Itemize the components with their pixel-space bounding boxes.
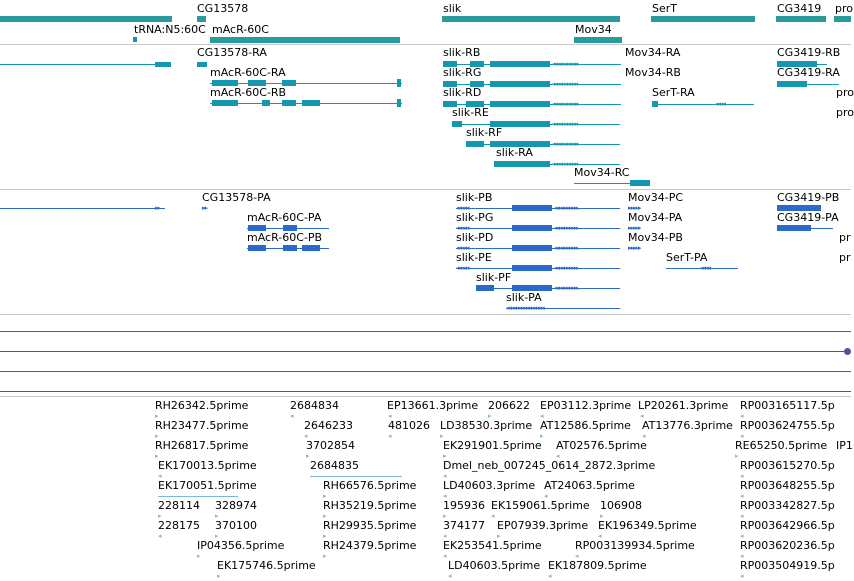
strand-arrows: ◂◂◂◂◂◂◂◂◂◂ — [552, 60, 578, 68]
est-label[interactable]: RH24379.5prime — [323, 539, 417, 552]
strand-arrows: ◂◂◂◂◂◂◂◂◂◂◂◂◂◂◂ — [506, 304, 544, 312]
est-label[interactable]: 3702854 — [306, 439, 355, 452]
protein-label[interactable]: CG3419-PB — [777, 191, 840, 204]
est-label[interactable]: RP003648255.5p — [740, 479, 835, 492]
est-arrow[interactable]: ▸ — [497, 532, 500, 540]
strand-arrows: ◂◂◂◂◂◂◂◂◂◂ — [552, 120, 578, 128]
est-label[interactable]: AT24063.5prime — [544, 479, 635, 492]
gene-bar[interactable] — [776, 16, 826, 22]
est-arrow[interactable]: ▸ — [600, 512, 603, 520]
protein-label[interactable]: CG3419-PA — [777, 211, 839, 224]
est-line — [158, 496, 238, 497]
transcript-label[interactable]: CG3419-RA — [777, 66, 840, 79]
est-label[interactable]: EP07939.3prime — [497, 519, 589, 532]
est-arrow[interactable]: ▸ — [443, 452, 446, 460]
strand-arrows: ◂◂◂◂◂◂◂◂◂ — [554, 264, 577, 272]
est-arrow[interactable]: ▸ — [540, 432, 543, 440]
transcript-label[interactable]: slik-RF — [466, 126, 503, 139]
est-arrow[interactable]: ◂ — [290, 412, 293, 420]
strand-arrows: ◂◂◂◂◂◂◂◂◂◂ — [552, 140, 578, 148]
est-label[interactable]: 481026 — [388, 419, 430, 432]
est-label[interactable]: 370100 — [215, 519, 257, 532]
est-label[interactable]: EK187809.5prime — [548, 559, 647, 572]
est-arrow[interactable]: ◂ — [544, 492, 547, 500]
transcript-exon[interactable] — [630, 180, 650, 186]
strand-arrows: ◂◂◂◂◂◂◂◂◂◂ — [552, 80, 578, 88]
protein-label[interactable]: slik-PD — [456, 231, 494, 244]
gene-bar[interactable] — [442, 16, 620, 22]
transcript-exon[interactable] — [282, 100, 296, 106]
transcript-label[interactable]: Mov34-RA — [625, 46, 681, 59]
protein-exon[interactable] — [512, 245, 552, 251]
est-arrow[interactable]: ◂ — [740, 532, 743, 540]
est-label[interactable]: LD38530.3prime — [440, 419, 533, 432]
est-label[interactable]: RH26817.5prime — [155, 439, 249, 452]
protein-label[interactable]: Mov34-PC — [628, 191, 684, 204]
est-label[interactable]: 374177 — [443, 519, 485, 532]
transcript-exon[interactable] — [490, 81, 550, 87]
transcript-label[interactable]: slik-RA — [496, 146, 533, 159]
est-arrow[interactable]: ◂ — [556, 452, 559, 460]
est-arrow[interactable]: ◂ — [388, 432, 391, 440]
est-label[interactable]: RH29935.5prime — [323, 519, 417, 532]
est-arrow[interactable]: ◂ — [740, 412, 743, 420]
variant-track — [0, 315, 851, 397]
est-label[interactable]: 328974 — [215, 499, 257, 512]
est-arrow[interactable]: ▸ — [323, 552, 326, 560]
gene-track — [0, 0, 851, 44]
gene-label[interactable]: SerT — [652, 2, 677, 15]
est-label[interactable]: EK175746.5prime — [217, 559, 316, 572]
gene-label[interactable]: mAcR-60C — [212, 23, 269, 36]
est-track — [0, 397, 851, 581]
est-arrow[interactable]: ◂ — [540, 412, 543, 420]
est-arrow[interactable]: ◂ — [443, 492, 446, 500]
transcript-label[interactable]: CG3419-RB — [777, 46, 841, 59]
est-arrow[interactable]: ▸ — [306, 452, 309, 460]
est-arrow[interactable]: ▸ — [488, 412, 491, 420]
est-label[interactable]: AT12586.5prime — [540, 419, 631, 432]
strand-arrows: ◂◂◂◂◂◂◂◂◂ — [554, 224, 577, 232]
est-label[interactable]: EK291901.5prime — [443, 439, 542, 452]
gene-bar[interactable] — [651, 16, 755, 22]
est-arrow[interactable]: ◂ — [740, 572, 743, 580]
est-label[interactable]: RE65250.5prime — [735, 439, 828, 452]
gene-label[interactable]: Mov34 — [575, 23, 612, 36]
est-label[interactable]: EK159061.5prime — [491, 499, 590, 512]
gene-label[interactable]: CG13578 — [197, 2, 249, 15]
protein-exon[interactable] — [512, 205, 552, 211]
protein-label[interactable]: slik-PG — [456, 211, 494, 224]
est-arrow[interactable]: ◂ — [304, 432, 307, 440]
est-label[interactable]: RP003504919.5p — [740, 559, 835, 572]
est-label[interactable]: LD40603.5prime — [448, 559, 541, 572]
est-arrow[interactable]: ◂ — [158, 532, 161, 540]
transcript-exon[interactable] — [302, 100, 320, 106]
protein-line — [0, 208, 165, 209]
strand-arrows: ▸▸ — [202, 204, 208, 212]
est-arrow[interactable]: ◂ — [740, 552, 743, 560]
est-arrow[interactable]: ▸ — [155, 432, 158, 440]
transcript-exon[interactable] — [777, 81, 807, 87]
est-arrow[interactable]: ▸ — [158, 512, 161, 520]
protein-exon[interactable] — [283, 245, 297, 251]
transcript-exon[interactable] — [197, 62, 207, 67]
est-label[interactable]: RH26342.5prime — [155, 399, 249, 412]
gene-bar[interactable] — [834, 16, 851, 22]
transcript-exon[interactable] — [212, 100, 238, 106]
strand-arrows: ◂◂◂◂◂◂◂◂◂ — [554, 284, 577, 292]
est-label[interactable]: RP003615270.5p — [740, 459, 835, 472]
est-label[interactable]: RP003342827.5p — [740, 499, 835, 512]
transcript-exon[interactable] — [466, 141, 484, 147]
variant-line — [0, 371, 851, 372]
transcript-label[interactable]: SerT-RA — [652, 86, 695, 99]
est-label[interactable]: LD40603.3prime — [443, 479, 536, 492]
strand-arrows: ◂◂◂◂◂◂◂◂◂◂ — [552, 160, 578, 168]
transcript-exon[interactable] — [452, 121, 462, 127]
strand-arrows: ▸▸▸▸▸ — [628, 224, 641, 232]
est-arrow[interactable]: ▸ — [323, 492, 326, 500]
strand-arrows: ◂◂◂◂ — [715, 100, 726, 108]
strand-arrows: ◂◂◂◂◂◂◂◂◂◂ — [552, 100, 578, 108]
est-label[interactable]: EK170013.5prime — [158, 459, 257, 472]
strand-arrows: ◂◂◂◂◂◂◂◂◂ — [554, 204, 577, 212]
est-arrow[interactable]: ◂ — [443, 532, 446, 540]
protein-label[interactable]: slik-PA — [506, 291, 542, 304]
est-label[interactable]: 106908 — [600, 499, 642, 512]
protein-label[interactable]: slik-PB — [456, 191, 493, 204]
strand-arrows: ▸▸▸▸▸ — [628, 204, 641, 212]
est-arrow[interactable]: ◂ — [740, 472, 743, 480]
est-arrow[interactable]: ▸ — [155, 452, 158, 460]
transcript-label[interactable]: Mov34-RB — [625, 66, 681, 79]
gene-label[interactable]: pro — [835, 2, 853, 15]
gene-label[interactable]: CG3419 — [777, 2, 822, 15]
transcript-exon[interactable] — [494, 161, 550, 167]
protein-label[interactable]: SerT-PA — [666, 251, 708, 264]
protein-exon[interactable] — [476, 285, 494, 291]
protein-label[interactable]: pr — [839, 231, 851, 244]
est-arrow[interactable]: ▸ — [215, 532, 218, 540]
strand-arrows: ◂◂◂◂◂◂◂◂◂ — [554, 244, 577, 252]
est-arrow[interactable]: ▸ — [735, 452, 738, 460]
protein-label[interactable]: Mov34-PA — [628, 211, 683, 224]
protein-exon[interactable] — [248, 245, 266, 251]
est-label[interactable]: IP1 — [836, 439, 853, 452]
transcript-label[interactable]: slik-RE — [452, 106, 489, 119]
est-label[interactable]: 228175 — [158, 519, 200, 532]
gene-bar[interactable] — [133, 37, 137, 42]
transcript-track — [0, 45, 854, 189]
transcript-exon[interactable] — [155, 62, 171, 67]
est-label[interactable]: RP003139934.5prime — [575, 539, 695, 552]
transcript-label[interactable]: pro — [836, 106, 854, 119]
est-arrow[interactable]: ◂ — [548, 572, 551, 580]
est-label[interactable]: RP003624755.5p — [740, 419, 835, 432]
est-label[interactable]: RH66576.5prime — [323, 479, 417, 492]
est-arrow[interactable]: ◂ — [740, 492, 743, 500]
est-arrow[interactable]: ▸ — [323, 512, 326, 520]
est-label[interactable]: RP003642966.5p — [740, 519, 835, 532]
est-arrow[interactable]: ◂ — [491, 512, 494, 520]
est-arrow[interactable]: ▸ — [443, 512, 446, 520]
est-label[interactable]: 228114 — [158, 499, 200, 512]
est-arrow[interactable]: ◂ — [448, 572, 451, 580]
transcript-label[interactable]: slik-RB — [443, 46, 481, 59]
gene-label[interactable]: slik — [443, 2, 462, 15]
strand-arrows: ◂◂◂◂◂ — [456, 264, 469, 272]
est-label[interactable]: 2684835 — [310, 459, 359, 472]
est-arrow[interactable]: ◂ — [443, 472, 446, 480]
protein-label[interactable]: CG13578-PA — [202, 191, 271, 204]
transcript-line — [0, 64, 160, 65]
est-arrow[interactable]: ◂ — [388, 412, 391, 420]
variant-line — [0, 391, 851, 392]
variant-line — [0, 331, 851, 332]
est-label[interactable]: 195936 — [443, 499, 485, 512]
transcript-label[interactable]: pro — [836, 86, 854, 99]
protein-exon[interactable] — [302, 245, 320, 251]
est-arrow[interactable]: ◂ — [158, 472, 161, 480]
gene-bar[interactable] — [0, 16, 172, 22]
transcript-exon[interactable] — [652, 101, 658, 107]
gene-bar[interactable] — [197, 16, 206, 22]
gene-label[interactable]: tRNA:N5:60C — [134, 23, 206, 36]
protein-exon[interactable] — [512, 225, 552, 231]
transcript-label[interactable]: Mov34-RC — [574, 166, 630, 179]
protein-exon[interactable] — [512, 265, 552, 271]
transcript-label[interactable]: CG13578-RA — [197, 46, 267, 59]
strand-arrows: ◂◂◂◂ — [700, 264, 711, 272]
strand-arrows: ◂◂◂◂◂ — [456, 224, 469, 232]
strand-arrows: ▸▸▸▸▸ — [628, 244, 641, 252]
est-label[interactable]: EP03112.3prime — [540, 399, 632, 412]
est-label[interactable]: RH35219.5prime — [323, 499, 417, 512]
est-arrow[interactable]: ◂ — [598, 532, 601, 540]
transcript-label[interactable]: mAcR-60C-RA — [210, 66, 286, 79]
protein-exon[interactable] — [777, 225, 811, 231]
transcript-label[interactable]: mAcR-60C-RB — [210, 86, 287, 99]
est-arrow[interactable]: ◂ — [443, 552, 446, 560]
transcript-label[interactable]: slik-RG — [443, 66, 482, 79]
est-label[interactable]: AT02576.5prime — [556, 439, 647, 452]
est-label[interactable]: Dmel_neb_007245_0614_2872.3prime — [443, 459, 656, 472]
est-arrow[interactable]: ◂ — [740, 432, 743, 440]
strand-arrows: ▸▸ — [155, 204, 161, 212]
est-arrow[interactable]: ◂ — [642, 432, 645, 440]
est-label[interactable]: EK170051.5prime — [158, 479, 257, 492]
est-label[interactable]: AT13776.3prime — [642, 419, 733, 432]
protein-label[interactable]: mAcR-60C-PA — [247, 211, 322, 224]
est-arrow[interactable]: ▸ — [155, 412, 158, 420]
est-arrow[interactable]: ▸ — [440, 432, 443, 440]
gene-bar[interactable] — [574, 37, 622, 43]
protein-label[interactable]: pr — [839, 251, 851, 264]
est-label[interactable]: 206622 — [488, 399, 530, 412]
est-label[interactable]: 2684834 — [290, 399, 339, 412]
transcript-exon[interactable] — [397, 79, 401, 87]
protein-label[interactable]: Mov34-PB — [628, 231, 683, 244]
transcript-label[interactable]: slik-RD — [443, 86, 482, 99]
est-label[interactable]: RP003165117.5p — [740, 399, 835, 412]
est-arrow[interactable]: ▸ — [197, 552, 200, 560]
est-label[interactable]: EK196349.5prime — [598, 519, 697, 532]
transcript-line — [210, 83, 402, 84]
protein-label[interactable]: slik-PF — [476, 271, 512, 284]
est-arrow[interactable]: ▸ — [323, 532, 326, 540]
protein-track — [0, 190, 851, 314]
variant-line — [0, 351, 851, 352]
est-arrow[interactable]: ◂ — [740, 512, 743, 520]
est-label[interactable]: 2646233 — [304, 419, 353, 432]
est-label[interactable]: RH23477.5prime — [155, 419, 249, 432]
strand-arrows: ◂◂◂◂◂ — [456, 204, 469, 212]
est-label[interactable]: EP13661.3prime — [387, 399, 479, 412]
est-arrow[interactable]: ◂ — [640, 412, 643, 420]
strand-arrows: ◂◂◂◂◂ — [456, 244, 469, 252]
protein-label[interactable]: slik-PE — [456, 251, 492, 264]
est-arrow[interactable]: ◂ — [575, 552, 578, 560]
transcript-exon[interactable] — [490, 101, 550, 107]
est-line — [310, 476, 402, 477]
gene-bar[interactable] — [210, 37, 400, 43]
est-label[interactable]: IP04356.5prime — [197, 539, 285, 552]
transcript-exon[interactable] — [262, 100, 270, 106]
est-label[interactable]: LP20261.3prime — [638, 399, 729, 412]
transcript-exon[interactable] — [397, 99, 401, 107]
est-label[interactable]: EK253541.5prime — [443, 539, 542, 552]
est-arrow[interactable]: ▸ — [217, 572, 220, 580]
protein-label[interactable]: mAcR-60C-PB — [247, 231, 323, 244]
est-arrow[interactable]: ▸ — [215, 512, 218, 520]
est-label[interactable]: RP003620236.5p — [740, 539, 835, 552]
transcript-exon[interactable] — [490, 61, 550, 67]
variant-marker[interactable] — [844, 348, 851, 355]
